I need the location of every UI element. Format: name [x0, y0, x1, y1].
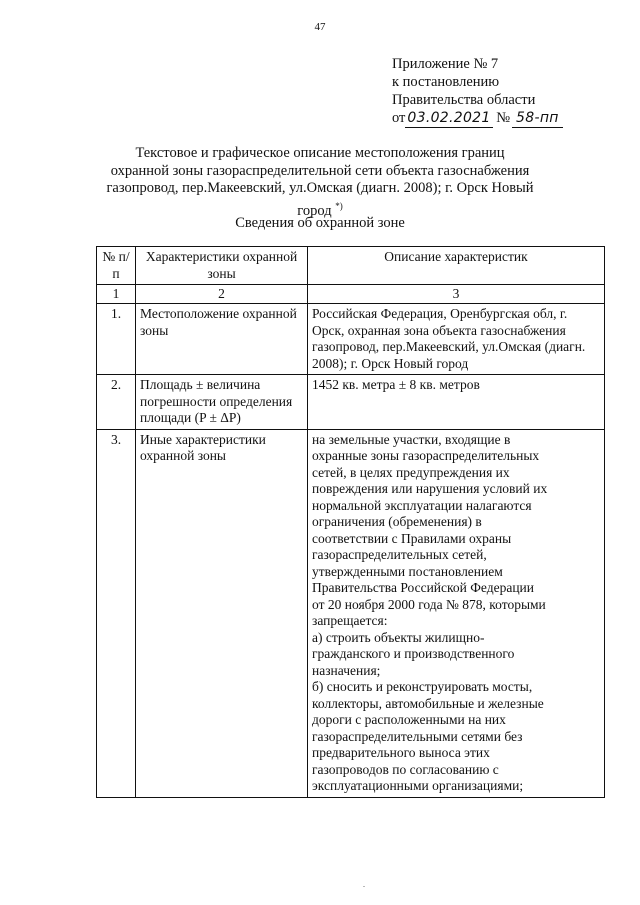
title-line-2: охранной зоны газораспределительной сети объекта газоснабжения — [110, 162, 530, 179]
description-line: назначения; — [312, 662, 381, 678]
handwritten-date: 03.02.2021 — [407, 110, 491, 126]
handwritten-number: 58-пп — [512, 109, 563, 128]
description-line: газопроводов по согласованию с — [312, 761, 499, 777]
page-number: 47 — [314, 21, 326, 33]
row-description: Российская Федерация, Оренбургская обл, г. Орск, охранная зона объекта газоснабжения газопровод, пер.Макеевский, ул.Омская (диагн. 2008); г. Орск Новый город — [308, 304, 605, 375]
description-line: запрещается: — [312, 613, 388, 628]
column-number-1: 1 — [97, 285, 136, 304]
description-line: утвержденными постановлением — [312, 563, 503, 579]
header-number: № п/п — [97, 247, 136, 285]
description-line: коллекторы, автомобильные и железные — [312, 695, 544, 711]
footnote-mark: *) — [335, 200, 343, 211]
row-description — [308, 429, 605, 797]
description-line: б) сносить и реконструировать мосты, — [312, 679, 533, 694]
description-line: соответствии с Правилами охраны — [312, 530, 512, 546]
description-line: повреждения или нарушения условий их — [312, 481, 548, 496]
section-subtitle: Сведения об охранной зоне — [235, 215, 405, 231]
row-number: 2. — [97, 375, 136, 430]
title-line-1: Текстовое и графическое описание местоположения границ — [135, 145, 505, 161]
row-characteristic: Иные характеристики охранной зоны — [136, 429, 308, 797]
description-line: гражданского и производственного — [312, 646, 515, 661]
table-header-row — [97, 247, 605, 285]
header-characteristic: Характеристики охранной зоны — [136, 247, 308, 285]
row-number: 3. — [97, 429, 136, 797]
title-line-3 — [90, 180, 550, 220]
column-number-3: 3 — [308, 285, 605, 304]
appendix-date-line — [392, 109, 563, 128]
column-number-2: 2 — [136, 285, 308, 304]
row-number: 1. — [97, 304, 136, 375]
appendix-line-2: к постановлению — [392, 74, 500, 90]
date-prefix: от — [392, 110, 406, 126]
appendix-line-3: Правительства области — [392, 92, 536, 108]
description-line: предварительного выноса этих — [312, 745, 490, 760]
description-line: на земельные участки, входящие в — [312, 431, 511, 447]
number-sign: № — [496, 110, 511, 126]
header-description: Описание характеристик — [308, 247, 605, 285]
row-characteristic: Местоположение охранной зоны — [136, 304, 308, 375]
document-title — [90, 145, 550, 220]
description-line: охранные зоны газораспределительных — [312, 448, 540, 463]
footer-mark: . — [363, 880, 365, 889]
description-line: а) строить объекты жилищно- — [312, 629, 485, 645]
description-line: газораспределительными сетями без — [312, 728, 523, 744]
column-number-row — [97, 285, 605, 304]
zone-info-table — [96, 246, 605, 798]
table-row — [97, 375, 605, 430]
description-line: газораспределительных сетей, — [312, 547, 487, 562]
appendix-block — [392, 55, 563, 128]
row-description: 1452 кв. метра ± 8 кв. метров — [308, 375, 605, 430]
description-line: ограничения (обременения) в — [312, 514, 482, 529]
description-line: эксплуатационными организациями; — [312, 778, 524, 793]
table-row — [97, 304, 605, 375]
description-line: сетей, в целях предупреждения их — [312, 464, 510, 480]
row-characteristic: Площадь ± величина погрешности определения площади (P ± ΔP) — [136, 375, 308, 430]
appendix-line-1: Приложение № 7 — [392, 56, 499, 72]
description-line: Правительства Российской Федерации — [312, 580, 534, 595]
description-line: дороги с расположенными на них — [312, 712, 506, 727]
description-line: от 20 ноября 2000 года № 878, которыми — [312, 596, 546, 612]
table-row — [97, 429, 605, 797]
description-line: нормальной эксплуатации налагаются — [312, 497, 532, 513]
title-line-3-text: газопровод, пер.Макеевский, ул.Омская (диагн. 2008); г. Орск Новый город — [106, 180, 534, 219]
